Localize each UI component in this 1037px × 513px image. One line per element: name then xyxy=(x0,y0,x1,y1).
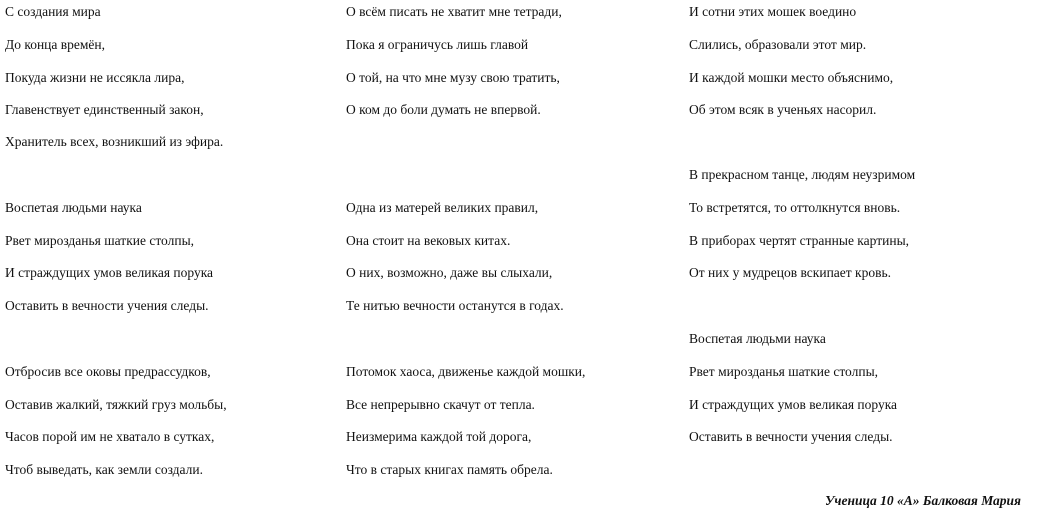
poem-line: Потомок хаоса, движенье каждой мошки, xyxy=(346,364,586,379)
poem-line: Оставить в вечности учения следы. xyxy=(689,429,893,444)
poem-line: Одна из матерей великих правил, xyxy=(346,200,539,215)
poem-line: Часов порой им не хватало в сутках, xyxy=(5,429,215,444)
poem-line: Она стоит на вековых китах. xyxy=(346,233,511,248)
poem-line: Отбросив все оковы предрассудков, xyxy=(5,364,211,379)
poem-line: Воспетая людьми наука xyxy=(5,200,142,215)
poem-line: Те нитью вечности останутся в годах. xyxy=(346,298,564,313)
poem-line: О ком до боли думать не впервой. xyxy=(346,102,541,117)
poem-line: Слились, образовали этот мир. xyxy=(689,37,867,52)
poem-line: О той, на что мне музу свою тратить, xyxy=(346,70,560,85)
poem-line: От них у мудрецов вскипает кровь. xyxy=(689,265,892,280)
poem-line: Что в старых книгах память обрела. xyxy=(346,462,553,477)
poem-line: О всём писать не хватит мне тетради, xyxy=(346,4,562,19)
author-signature: Ученица 10 «А» Балковая Мария xyxy=(825,493,1021,508)
poem-line: Рвет мирозданья шаткие столпы, xyxy=(5,233,195,248)
poem-line: Главенствует единственный закон, xyxy=(5,102,204,117)
poem-line: И страждущих умов великая порука xyxy=(689,397,898,412)
poem-line: До конца времён, xyxy=(5,37,106,52)
poem-line: Хранитель всех, возникший из эфира. xyxy=(5,134,224,149)
poem-line: В приборах чертят странные картины, xyxy=(689,233,910,248)
poem-line: Все непрерывно скачут от тепла. xyxy=(346,397,535,412)
poem-line: С создания мира xyxy=(5,4,101,19)
poem-line: Чтоб выведать, как земли создали. xyxy=(5,462,203,477)
poem-line: Пока я ограничусь лишь главой xyxy=(346,37,529,52)
poem-line: И страждущих умов великая порука xyxy=(5,265,214,280)
poem-line: О них, возможно, даже вы слыхали, xyxy=(346,265,553,280)
poem-line: Воспетая людьми наука xyxy=(689,331,826,346)
poem-line: И сотни этих мошек воедино xyxy=(689,4,857,19)
poem-line: То встретятся, то оттолкнутся вновь. xyxy=(689,200,901,215)
poem-line: Оставив жалкий, тяжкий груз мольбы, xyxy=(5,397,227,412)
poem-line: Об этом всяк в ученьях насорил. xyxy=(689,102,877,117)
poem-line: В прекрасном танце, людям неузримом xyxy=(689,167,916,182)
poem-line: Неизмерима каждой той дорога, xyxy=(346,429,532,444)
poem-line: И каждой мошки место объяснимо, xyxy=(689,70,894,85)
poem-line: Покуда жизни не иссякла лира, xyxy=(5,70,185,85)
poem-line: Рвет мирозданья шаткие столпы, xyxy=(689,364,879,379)
poem-line: Оставить в вечности учения следы. xyxy=(5,298,209,313)
